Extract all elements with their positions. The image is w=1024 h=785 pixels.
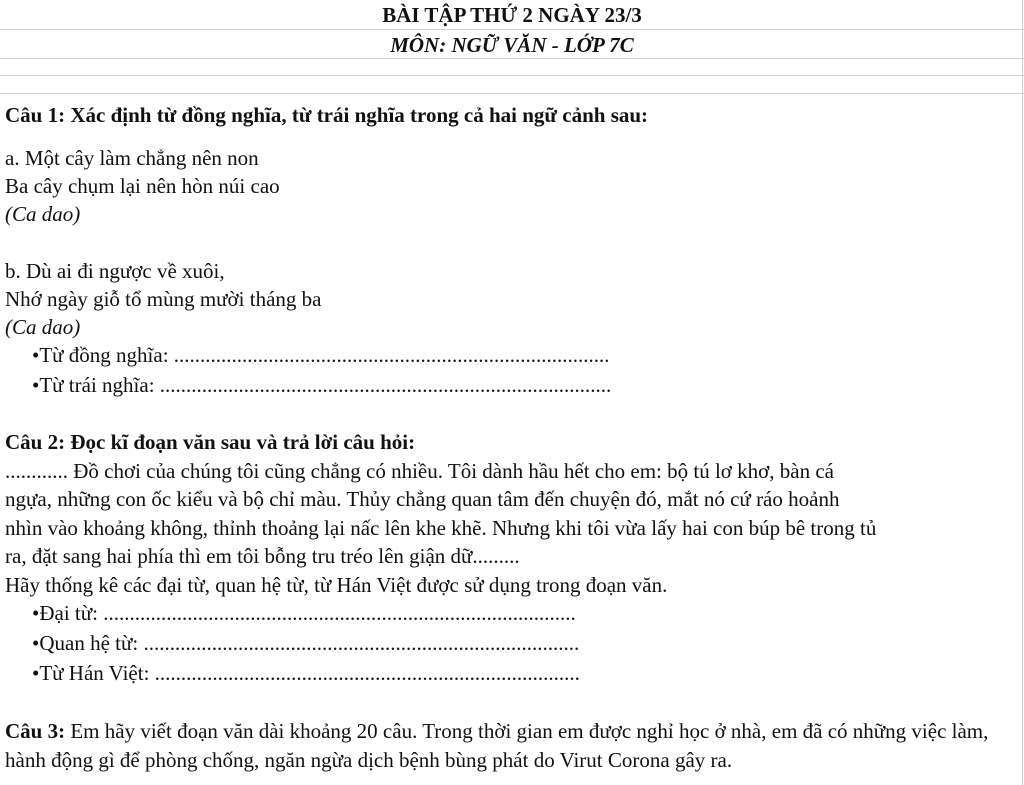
grid-line [0,75,1024,76]
question-2-heading: Câu 2: Đọc kĩ đoạn văn sau và trả lời câu hỏi: [5,430,416,454]
poem-a-line-2: Ba cây chụm lại nên hòn núi cao [5,174,280,198]
question-3-text: Em hãy viết đoạn văn dài khoảng 20 câu. Trong thời gian em được nghỉ học ở nhà, em đã có những việc làm, hành động gì để phòng chống, ngăn ngừa dịch bệnh bùng phát do Virut Corona gây ra. [5,719,989,772]
poem-b-source: (Ca dao) [5,315,81,339]
answer-relational-words: •Quan hệ từ: ................................................................................... [32,631,580,655]
question-3 [5,717,1021,774]
question-2-task: Hãy thống kê các đại từ, quan hệ từ, từ Hán Việt được sử dụng trong đoạn văn. [5,573,668,597]
grid-line [1022,0,1023,785]
document-subtitle: MÔN: NGỮ VĂN - LỚP 7C [390,33,634,57]
passage-line: ngựa, những con ốc kiểu và bộ chỉ màu. Thủy chẳng quan tâm đến chuyện đó, mắt nó cứ ráo hoảnh [5,487,840,511]
passage-line: ............ Đồ chơi của chúng tôi cũng chẳng có nhiều. Tôi dành hầu hết cho em: bộ tú lơ khơ, bàn cá [5,459,834,483]
poem-a-line-1: a. Một cây làm chẳng nên non [5,146,259,170]
poem-a-source: (Ca dao) [5,202,81,226]
passage-line: ra, đặt sang hai phía thì em tôi bỗng tru tréo lên giận dữ......... [5,544,520,568]
poem-b-line-1: b. Dù ai đi ngược về xuôi, [5,259,225,283]
passage-line: nhìn vào khoảng không, thỉnh thoảng lại nấc lên khe khẽ. Nhưng khi tôi vừa lấy hai con búp bê trong tủ [5,516,877,540]
answer-sino-vietnamese: •Từ Hán Việt: ................................................................................. [32,661,580,685]
answer-antonyms: •Từ trái nghĩa: ...................................................................................... [32,373,612,397]
answer-synonyms: •Từ đồng nghĩa: ................................................................................... [32,343,610,367]
document-title: BÀI TẬP THỨ 2 NGÀY 23/3 [382,3,642,27]
poem-b-line-2: Nhớ ngày giỗ tổ mùng mười tháng ba [5,287,322,311]
question-1-heading: Câu 1: Xác định từ đồng nghĩa, từ trái nghĩa trong cả hai ngữ cảnh sau: [5,103,649,127]
grid-line [0,29,1024,30]
answer-pronouns: •Đại từ: .......................................................................................... [32,601,576,625]
question-3-label: Câu 3: [5,719,66,743]
grid-line [0,58,1024,59]
grid-line [0,93,1024,94]
